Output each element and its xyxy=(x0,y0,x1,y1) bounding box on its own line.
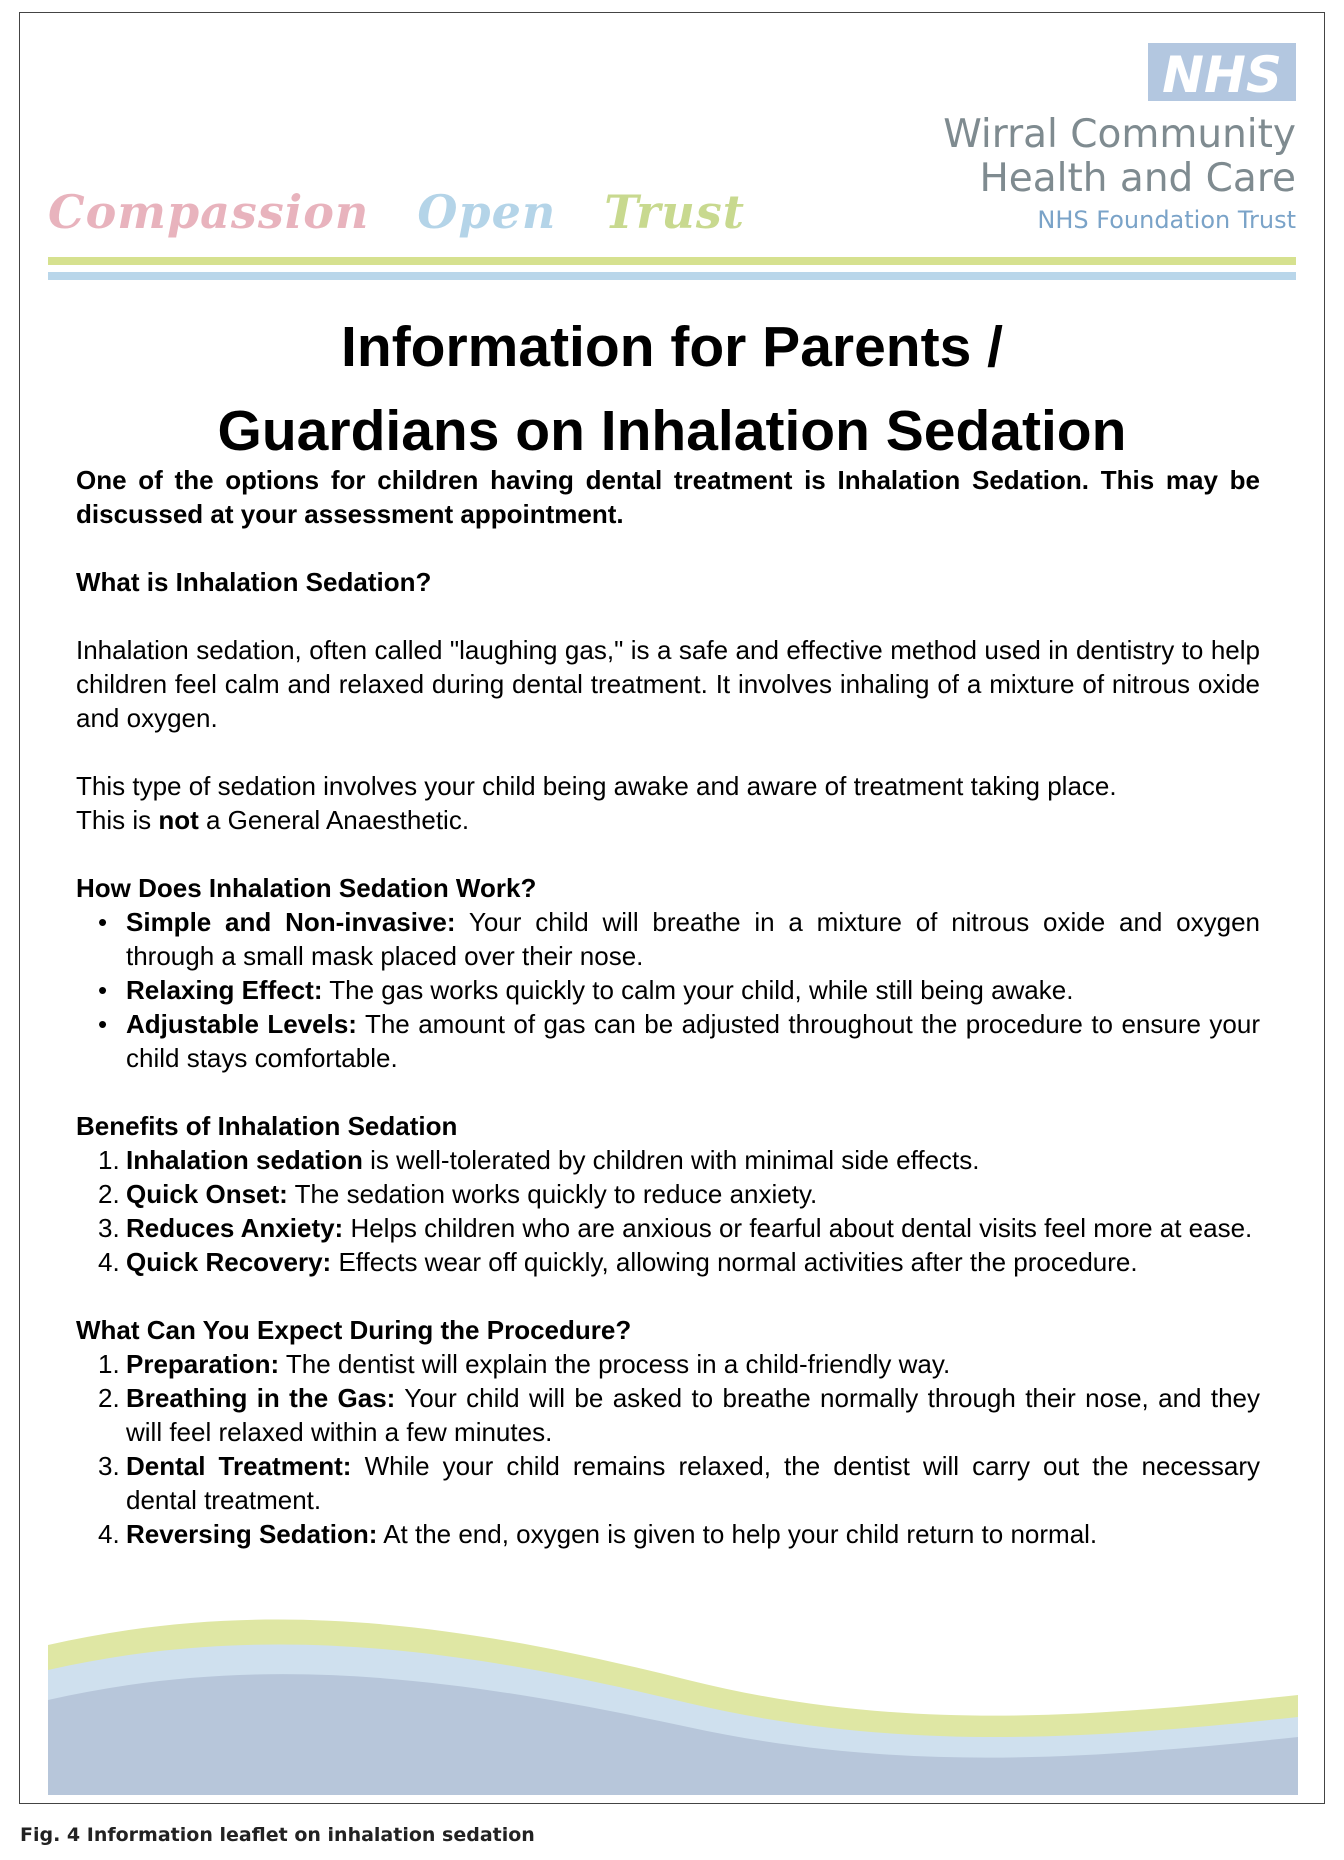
benefits-list xyxy=(76,1143,1260,1279)
section-heading-benefits: Benefits of Inhalation Sedation xyxy=(76,1111,458,1141)
trust-name-line1: Wirral Community xyxy=(943,112,1296,157)
list-item: • Relaxing Effect: The gas works quickly to calm your child, while still being awake. xyxy=(76,973,1260,1007)
trust-name-line3: NHS Foundation Trust xyxy=(1037,206,1296,234)
leaflet-page xyxy=(19,12,1325,1804)
nhs-logo xyxy=(1148,43,1296,101)
not-anaesthetic-statement: This is not a General Anaesthetic. xyxy=(76,805,470,835)
nhs-logo-text: NHS xyxy=(1162,46,1282,101)
not-emphasis: not xyxy=(158,805,199,835)
list-item: 4. Quick Recovery: Effects wear off quickly, allowing normal activities after the procedure. xyxy=(98,1247,1138,1277)
trust-values-motto xyxy=(48,185,793,239)
page-title-line2: Guardians on Inhalation Sedation xyxy=(217,399,1127,463)
list-item: 2. Quick Onset: The sedation works quickly to reduce anxiety. xyxy=(98,1179,818,1209)
awake-statement: This type of sedation involves your child being awake and aware of treatment taking place. xyxy=(76,771,1117,801)
how-works-list xyxy=(76,905,1260,1075)
footer-wave-graphic xyxy=(48,1605,1298,1795)
figure-caption: Fig. 4 Information leaflet on inhalation sedation xyxy=(20,1824,535,1846)
what-is-paragraph: Inhalation sedation, often called "laughing gas," is a safe and effective method used in dentistry to help children feel calm and relaxed during dental treatment. It involves inhaling of a mixture of nitrous oxide and oxygen. xyxy=(76,635,1260,733)
trust-name xyxy=(943,113,1296,235)
list-item: 1. Inhalation sedation is well-tolerated by children with minimal side effects. xyxy=(98,1145,980,1175)
expect-list xyxy=(76,1347,1260,1551)
intro-text: One of the options for children having dental treatment is Inhalation Sedation. This may be discussed at your assessment appointment. xyxy=(76,465,1260,529)
leaflet-content xyxy=(76,463,1260,1551)
list-item: 3. Reduces Anxiety: Helps children who are anxious or fearful about dental visits feel more at ease. xyxy=(98,1213,1253,1243)
section-heading-how-works: How Does Inhalation Sedation Work? xyxy=(76,873,537,903)
list-item: • Simple and Non-invasive: Your child will breathe in a mixture of nitrous oxide and oxygen through a small mask placed over their nose. xyxy=(76,905,1260,973)
page-title-line1: Information for Parents / xyxy=(341,315,1003,379)
list-item: • Adjustable Levels: The amount of gas can be adjusted throughout the procedure to ensure your child stays comfortable. xyxy=(76,1007,1260,1075)
list-item: 1. Preparation: The dentist will explain the process in a child-friendly way. xyxy=(98,1349,951,1379)
trust-name-line2: Health and Care xyxy=(979,156,1296,201)
motto-compassion: Compassion xyxy=(48,185,370,239)
header-divider-blue xyxy=(48,272,1296,280)
section-heading-what-is: What is Inhalation Sedation? xyxy=(76,567,432,597)
section-heading-expect: What Can You Expect During the Procedure? xyxy=(76,1315,632,1345)
page-title xyxy=(20,305,1324,473)
list-item: 2. Breathing in the Gas: Your child will be asked to breathe normally through their nose, and they will feel relaxed within a few minutes. xyxy=(98,1383,1260,1447)
motto-open: Open xyxy=(417,185,557,239)
list-item: 3. Dental Treatment: While your child remains relaxed, the dentist will carry out the necessary dental treatment. xyxy=(98,1451,1261,1515)
motto-trust: Trust xyxy=(604,185,746,239)
header-divider-green xyxy=(48,257,1296,265)
list-item: 4. Reversing Sedation: At the end, oxygen is given to help your child return to normal. xyxy=(98,1519,1098,1549)
